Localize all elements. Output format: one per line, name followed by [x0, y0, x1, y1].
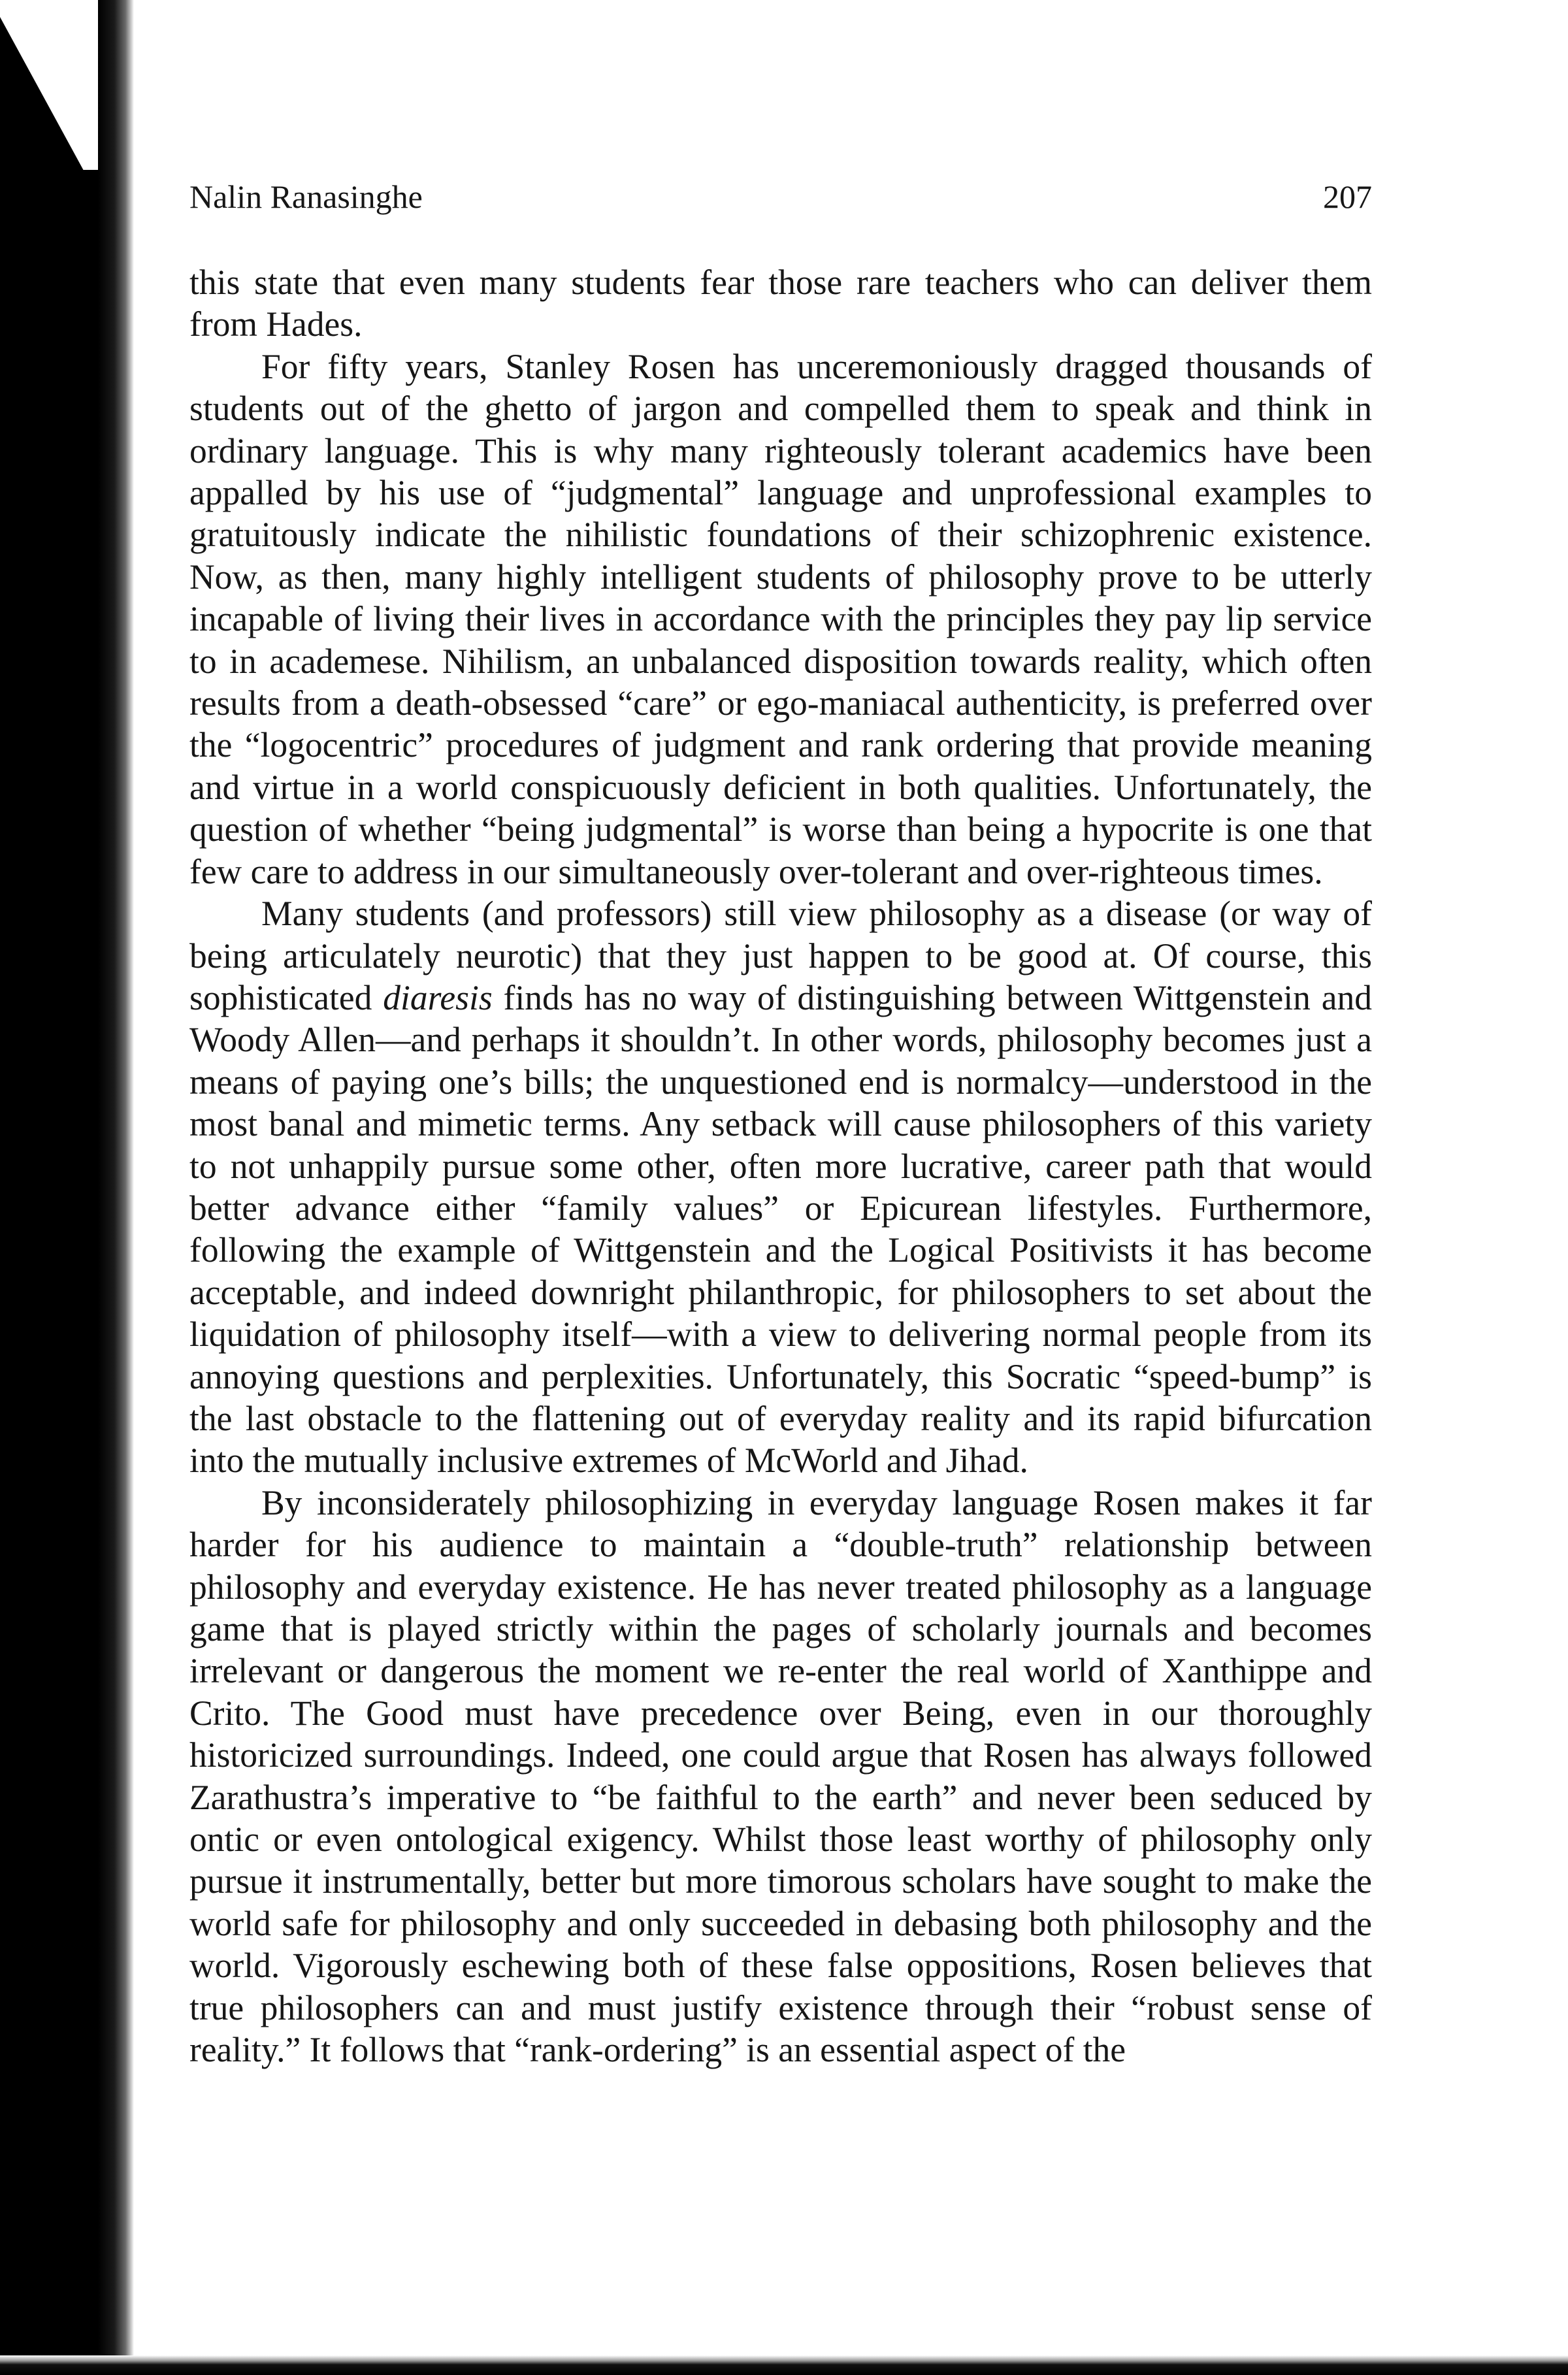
- paragraph-1: this state that even many students fear those rare teachers who can deliver them from Hades.: [189, 263, 1372, 344]
- binding-shadow: [0, 0, 134, 2375]
- running-header: [189, 178, 1372, 223]
- paragraph-3: [189, 893, 1372, 1482]
- paragraph-2: For fifty years, Stanley Rosen has unceremoniously dragged thousands of students out of the ghetto of jargon and compelled them to speak and think in ordinary language. This is why many righteously tolerant academics have been appalled by his use of “judgmental” language and unprofessional examples to gratuitously indicate the nihilistic foundations of their schizophrenic existence. Now, as then, many highly intelligent students of philosophy prove to be utterly incapable of living their lives in accordance with the principles they pay lip service to in academese. Nihilism, an unbalanced disposition towards reality, which often results from a death-obsessed “care” or ego-maniacal authenticity, is preferred over the “logocentric” procedures of judgment and rank ordering that provide meaning and virtue in a world conspicuously deficient in both qualities. Unfortunately, the question of whether “being judgmental” is worse than being a hypocrite is one that few care to address in our simultaneously over-tolerant and over-righteous times.: [189, 346, 1372, 891]
- paragraph-4: By inconsiderately philosophizing in everyday language Rosen makes it far harder for his audience to maintain a “double-truth” relationship between philosophy and everyday existence. He has never treated philosophy as a language game that is played strictly within the pages of scholarly journals and becomes irrelevant or dangerous the moment we re-enter the real world of Xanthippe and Crito. The Good must have precedence over Being, even in our thoroughly historicized surroundings. Indeed, one could argue that Rosen has always followed Zarathustra’s imperative to “be faithful to the earth” and never been seduced by ontic or even ontological exigency. Whilst those least worthy of philosophy only pursue it instrumentally, better but more timorous scholars have sought to make the world safe for philosophy and only succeeded in debasing both philosophy and the world. Vigorously eschewing both of these false oppositions, Rosen believes that true philosophers can and must justify existence through their “robust sense of reality.” It follows that “rank-ordering” is an essential aspect of the: [189, 1482, 1372, 2070]
- paragraph-3-part-1: Many students (and professors) still view philosophy as a disease (or way of being articulately neurotic) that they just happen to be good at. Of course, this sophisticated: [189, 894, 1372, 1017]
- page-number: 207: [1323, 178, 1372, 215]
- body-text: [189, 261, 1372, 2071]
- bottom-page-edge: [0, 2355, 1568, 2375]
- paragraph-3-italic-term: diaresis: [383, 977, 493, 1017]
- paragraph-3-part-2: finds has no way of distinguishing between Wittgenstein and Woody Allen—and perhaps it shouldn’t. In other words, philosophy becomes just a means of paying one’s bills; the unquestioned end is normalcy—understood in the most banal and mimetic terms. Any setback will cause philosophers of this variety to not unhappily pursue some other, often more lucrative, career path that would better advance either “family values” or Epicurean lifestyles. Furthermore, following the example of Wittgenstein and the Logical Positivists it has become acceptable, and indeed downright philanthropic, for philosophers to set about the liquidation of philosophy itself—with a view to delivering normal people from its annoying questions and perplexities. Unfortunately, this Socratic “speed-bump” is the last obstacle to the flattening out of everyday reality and its rapid bifurcation into the mutually inclusive extremes of McWorld and Jihad.: [189, 977, 1372, 1481]
- running-head-author: Nalin Ranasinghe: [189, 178, 423, 215]
